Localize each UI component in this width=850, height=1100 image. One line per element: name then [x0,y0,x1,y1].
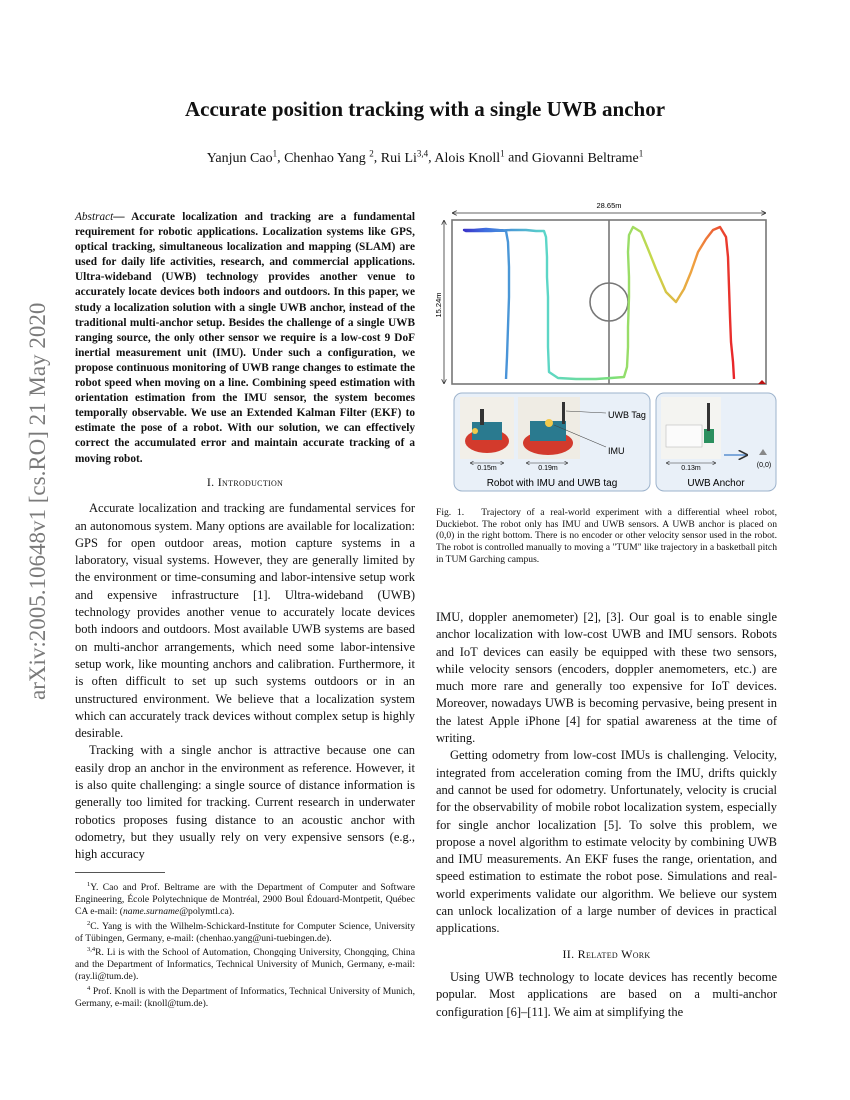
robot-length-dimension: 0.19m [538,465,558,472]
author: Rui Li$^{3,4}$ [380,148,429,166]
paragraph: Using UWB technology to locate devices has recently become popular. Most applications are based on a multi-anchor configuration [6]–[11]. We aim at simplifying the [436,969,777,1019]
footnote: $^1$Y. Cao and Prof. Beltrame are with the Department of Computer and Software Engineering, École Polytechnique de Montréal, 2900 Boul Édouard-Montpetit, Québec CA e-mail: (name.surname@polymtl.ca). [75,881,415,917]
imu-label: IMU [608,446,625,456]
section-heading: II. Related Work [562,946,651,961]
right-column-body [436,609,777,1021]
field-height-label: 15.24m [434,292,443,318]
paragraph: Getting odometry from low-cost IMUs is challenging. Velocity, integrated from acceleration coming from the IMU, drifts quickly and cannot be used for odometry. Unfortunately, velocity is crucial for the observability of mobile robot localization system, especially for single anchor localization [5]. To solve this problem, we propose a novel algorithm to estimate velocity by combining UWB and IMU measurements. An EKF fuses the range, orientation, and speed estimation to estimate the robot pose. Simulations and real-world experiments validate our algorithm. We believe our system can unlock localization of a large number of devices in practical applications. [436,748,777,936]
arxiv-stamp-text: arXiv:2005.10648v1 [cs.RO] 21 May 2020 [25,302,50,700]
footnote-rule [75,872,165,873]
paper-title: Accurate position tracking with a single UWB anchor [184,97,666,121]
paragraph: IMU, doppler anemometer) [2], [3]. Our goal is to enable single anchor localization with low-cost UWB and IMU sensors. Robots and IoT devices can easily be equipped with these two sensors, while velocity sensors (encoders, doppler anemometers, etc.) are much more rare and generally too expensive for IoT devices. Moreover, nowadays UWB is becoming pervasive, being present in the latest Apple iPhone [4] for spatial awareness at the time of writing. [436,610,777,746]
author: Alois Knoll$^1$ [434,148,505,166]
caption-label: Fig. 1. [436,507,465,518]
figure-caption [436,507,777,566]
figure-1 [436,197,777,497]
author: Yanjun Cao$^1$ [206,148,278,166]
footnote: $^2$C. Yang is with the Wilhelm-Schickard-Institute for Computer Science, University of Tübingen, Germany, e-mail: (chenhao.yang@uni-tuebingen.de). [75,919,415,944]
anchor-photo [661,397,721,463]
introduction-section [75,474,415,864]
author: Chenhao Yang $^2$ [284,148,374,166]
section-heading: I. Introduction [206,475,284,489]
origin-label: (0,0) [756,462,772,469]
author-list: Yanjun Cao$^1$, Chenhao Yang $^2$, Rui Li$^{3,4}$, Alois Knoll$^1$ and Giovanni Beltrame$^1$ [206,148,644,166]
abstract [75,210,415,467]
robot-photo-side [460,397,514,463]
paragraph: Accurate localization and tracking are fundamental services for an autonomous system. Many options are available for localization: GPS for open outdoor areas, motion capture systems in a laboratory, visual systems. However, they are generally limited by the environment or time-consuming and labor-intensive setup work and expensive infrastructure [1]. Ultra-wideband (UWB) technology provides another venue to accurately locate devices both indoors and outdoors. Most available UWB systems are based on multi-anchor arrangements, which need some labor-intensive setup work, like mounting anchors and calibration. Furthermore, it is often difficult to set up such systems outdoors or in an unstructured environment. We believe that a localization system which can accurately track devices without complex setup is highly desirable. [75,501,415,741]
field-width-label: 28.65m [596,201,622,210]
footnote: $^{3,4}$R. Li is with the School of Automation, Chongqing University, Chongqing, China and the Department of Informatics, Technical University of Munich, Germany, e-mail: (ray.li@tum.de). [75,946,415,983]
anchor-panel-label: UWB Anchor [687,478,745,489]
abstract-text: — Accurate localization and tracking are a fundamental requirement for robotic applications. Localization systems like GPS, optical tracking, simultaneous localization and mapping (SLAM) are used for daily life activities, research, and commercial applications. Ultra-wideband (UWB) technology provides another venue to accurately locate devices both indoors and outdoors. In this paper, we study a localization solution with a single UWB anchor, instead of the traditional multi-anchor setup. Besides the challenge of a single UWB ranging source, the only other sensor we require is a low-cost 9 DoF inertial measurement unit (IMU). Under such a configuration, we propose continuous monitoring of UWB range changes to estimate the robot speed when moving on a line. Combining speed estimation with orientation estimation from the IMU sensor, the system becomes temporally observable. We use an Extended Kalman Filter (EKF) to estimate the pose of a robot. With our solution, we can effectively correct the accumulated error and maintain accurate tracking of a moving robot. [75,211,415,465]
arxiv-side-stamp [18,285,52,705]
paragraph: Tracking with a single anchor is attractive because one can easily drop an anchor in the environment as reference. However, it is also quite challenging: a single source of distance information is generally too limited for tracking. Current research in underwater robotics proposes fusing distance to an acoustic anchor with odometry, but they usually rely on very expensive sensors (e.g., high accuracy [75,743,415,862]
author: Giovanni Beltrame$^1$ [531,148,644,166]
anchor-width-dimension: 0.13m [681,465,701,472]
robot-trajectory [464,227,734,379]
robot-panel-label: Robot with IMU and UWB tag [486,478,618,489]
caption-text: Trajectory of a real-world experiment with a differential wheel robot, Duckiebot. The robot only has IMU and UWB sensors. A UWB anchor is placed on (0,0) in the right bottom. There is no encoder or other velocity sensor used in the robot. The robot is controlled manually to moving a "TUM" like trajectory in a basketball pitch in TUM Garching campus. [436,507,777,565]
robot-width-dimension: 0.15m [477,465,497,472]
footnotes [75,879,415,1010]
uwb-tag-label: UWB Tag [608,410,646,420]
footnote: $^4$ Prof. Knoll is with the Department of Informatics, Technical University of Munich, Germany, e-mail: (knoll@tum.de). [75,984,415,1009]
abstract-label: Abstract [75,211,114,223]
anchor-marker-icon [758,380,766,384]
